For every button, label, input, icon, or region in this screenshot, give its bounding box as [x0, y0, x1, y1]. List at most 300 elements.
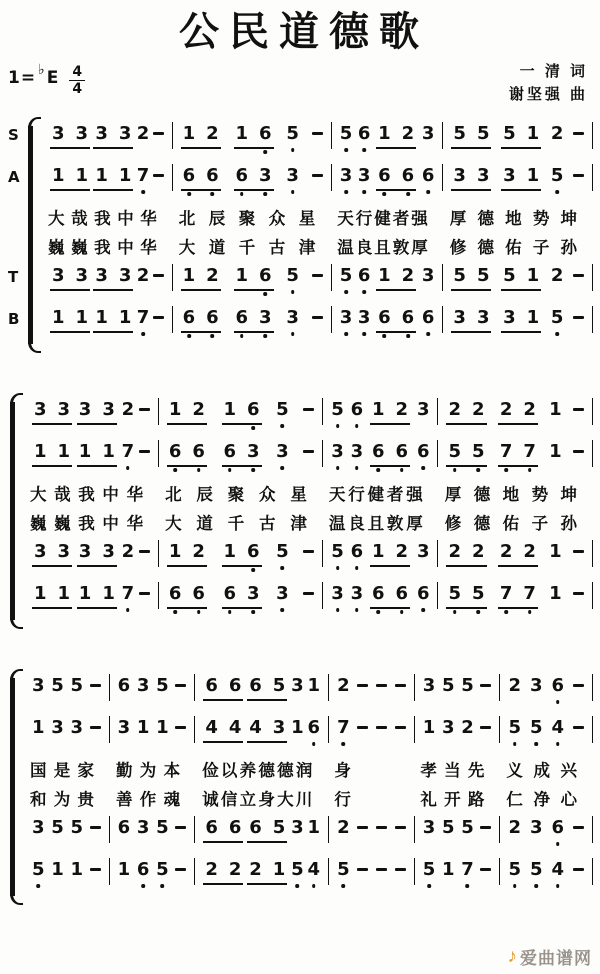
measure — [323, 540, 438, 567]
note: 1 — [117, 859, 131, 880]
note: 6 — [206, 164, 219, 187]
low-octave-dot — [281, 424, 285, 428]
note: 3 — [503, 165, 516, 186]
note: 6 — [169, 582, 182, 605]
measure — [24, 540, 159, 567]
note: 3 — [34, 541, 47, 562]
measure — [332, 164, 444, 191]
held-beat-dash — [153, 316, 164, 319]
note: 5 — [291, 858, 304, 881]
note: 2 — [337, 817, 350, 838]
held-beat-dash — [357, 684, 368, 687]
key-equals: = — [20, 68, 36, 88]
beam-group — [370, 440, 410, 467]
held-beat-dash — [573, 826, 584, 829]
lyric-text: 温良且敦厚 — [337, 239, 430, 257]
low-octave-dot — [528, 468, 532, 472]
note: 6 — [169, 440, 182, 463]
note: 1 — [235, 265, 249, 286]
note: 2 — [499, 399, 513, 420]
notation-systems — [0, 112, 600, 900]
note: 7 — [337, 716, 350, 739]
note: 6 — [228, 675, 242, 696]
held-beat-dash — [312, 132, 323, 135]
beam-group — [167, 582, 207, 609]
measure — [329, 674, 415, 701]
note: 2 — [461, 717, 474, 738]
held-beat-dash — [139, 592, 150, 595]
note: 6 — [308, 716, 321, 739]
measure — [438, 540, 593, 567]
note: 3 — [286, 306, 299, 329]
note: 1 — [118, 307, 132, 328]
note: 6 — [249, 675, 262, 696]
measure — [195, 716, 329, 743]
note: 3 — [272, 717, 286, 738]
note: 6 — [551, 674, 564, 697]
note: 5 — [530, 858, 543, 881]
note: 6 — [351, 540, 364, 563]
measure — [159, 440, 323, 467]
beam-group — [222, 582, 262, 609]
note: 3 — [32, 675, 45, 696]
note: 4 — [551, 716, 564, 739]
beam-group — [77, 398, 117, 425]
voice-row — [24, 540, 593, 582]
note: 6 — [396, 440, 409, 463]
lyric-text: 修德佑子孙 — [444, 515, 579, 533]
measure — [443, 122, 593, 149]
note: 5 — [448, 440, 461, 463]
note: 2 — [448, 399, 461, 420]
held-beat-dash — [90, 826, 101, 829]
measure — [24, 816, 110, 843]
note: 6 — [236, 164, 249, 187]
note: 6 — [205, 817, 218, 838]
low-octave-dot — [141, 332, 145, 336]
note: 1 — [291, 717, 304, 738]
note: 1 — [526, 265, 540, 286]
note: 6 — [396, 582, 409, 605]
note: 2 — [192, 541, 205, 562]
note: 3 — [421, 123, 435, 144]
low-octave-dot — [312, 884, 316, 888]
note: 3 — [102, 399, 115, 420]
low-octave-dot — [281, 466, 285, 470]
measure — [173, 306, 332, 333]
lyric-text: 身 — [334, 762, 353, 780]
beam-group — [167, 540, 207, 567]
note: 2 — [550, 265, 564, 286]
key-signature — [8, 60, 85, 96]
note: 3 — [291, 675, 304, 696]
measure — [42, 264, 173, 291]
note: 6 — [192, 440, 205, 463]
measure — [329, 716, 415, 743]
held-beat-dash — [376, 868, 387, 871]
beam-group — [446, 440, 486, 467]
measure — [323, 440, 438, 467]
held-beat-dash — [573, 316, 584, 319]
lyric-text: 巍巍我中华 — [30, 515, 146, 533]
lyric-text: 厚德地势坤 — [444, 486, 579, 504]
low-octave-dot — [556, 700, 560, 704]
system-bracket — [10, 402, 15, 620]
measure — [42, 164, 173, 191]
held-beat-dash — [357, 868, 368, 871]
note: 1 — [102, 441, 115, 462]
note: 6 — [417, 440, 430, 463]
held-beat-dash — [175, 868, 186, 871]
note: 5 — [551, 164, 564, 187]
watermark — [508, 944, 593, 969]
low-octave-dot — [344, 190, 348, 194]
note: 6 — [259, 122, 272, 145]
low-octave-dot — [126, 466, 130, 470]
note: 1 — [34, 441, 47, 462]
beam-group — [50, 122, 90, 149]
voice-row — [8, 306, 593, 348]
flat-accidental-icon: ♭ — [38, 62, 45, 78]
note: 2 — [508, 817, 521, 838]
low-octave-dot — [228, 610, 232, 614]
low-octave-dot — [336, 608, 340, 612]
lyrics-row — [24, 511, 593, 540]
part-label: T — [8, 268, 19, 286]
measure — [329, 858, 415, 885]
low-octave-dot — [426, 190, 430, 194]
beam-group — [167, 440, 207, 467]
note: 3 — [51, 717, 64, 738]
beam-group — [446, 582, 486, 609]
measure — [110, 816, 196, 843]
note: 1 — [156, 717, 169, 738]
note: 1 — [32, 717, 45, 738]
note: 3 — [351, 440, 364, 463]
note: 1 — [549, 441, 562, 462]
low-octave-dot — [376, 468, 380, 472]
note: 5 — [448, 582, 461, 605]
note: 6 — [417, 582, 430, 605]
beam-group — [93, 264, 133, 291]
note: 1 — [526, 307, 540, 328]
note: 5 — [70, 817, 83, 838]
beam-group — [222, 440, 262, 467]
note: 4 — [308, 858, 321, 881]
note: 2 — [401, 123, 415, 144]
low-octave-dot — [427, 884, 431, 888]
note: 3 — [529, 675, 543, 696]
note: 3 — [476, 307, 490, 328]
lyric-text: 温良且敦厚 — [328, 515, 425, 533]
low-octave-dot — [240, 334, 244, 338]
note: 2 — [206, 123, 219, 144]
measure — [24, 858, 110, 885]
low-octave-dot — [362, 148, 366, 152]
low-octave-dot — [336, 566, 340, 570]
note: 2 — [192, 399, 205, 420]
note: 6 — [358, 122, 371, 145]
note: 1 — [223, 541, 237, 562]
note: 2 — [206, 265, 219, 286]
note: 4 — [249, 717, 262, 738]
note: 5 — [276, 398, 289, 421]
note: 6 — [551, 816, 564, 839]
low-octave-dot — [528, 610, 532, 614]
voice-row — [24, 674, 593, 716]
note: 1 — [57, 583, 71, 604]
note: 5 — [340, 264, 353, 287]
lyrics-row — [24, 787, 593, 816]
held-beat-dash — [312, 316, 323, 319]
note: 6 — [206, 306, 219, 329]
measure — [110, 674, 196, 701]
beam-group — [32, 398, 72, 425]
measure — [332, 264, 444, 291]
note: 3 — [276, 440, 289, 463]
note: 3 — [416, 399, 430, 420]
low-octave-dot — [504, 468, 508, 472]
measure — [323, 582, 438, 609]
measure — [173, 264, 332, 291]
note: 6 — [228, 817, 242, 838]
note: 6 — [117, 675, 131, 696]
note: 1 — [168, 399, 182, 420]
note: 1 — [372, 541, 385, 562]
note: 1 — [549, 399, 562, 420]
system-bracket — [10, 678, 15, 896]
measure — [42, 306, 173, 333]
low-octave-dot — [342, 742, 346, 746]
note: 3 — [247, 582, 260, 605]
lyric-text: 修德佑子孙 — [449, 239, 579, 257]
beam-group — [370, 398, 410, 425]
note: 3 — [291, 817, 304, 838]
note: 1 — [549, 583, 562, 604]
note: 1 — [78, 583, 92, 604]
beam-group — [451, 164, 491, 191]
lyric-text: 大道千古津 — [165, 515, 309, 533]
note: 6 — [422, 306, 435, 329]
low-octave-dot — [281, 608, 285, 612]
held-beat-dash — [395, 868, 406, 871]
note: 3 — [331, 440, 344, 463]
beam-group — [32, 440, 72, 467]
note: 3 — [75, 123, 89, 144]
note: 6 — [236, 306, 249, 329]
held-beat-dash — [153, 174, 164, 177]
measure — [415, 816, 501, 843]
lyrics-row — [42, 235, 593, 264]
low-octave-dot — [336, 466, 340, 470]
low-octave-dot — [281, 566, 285, 570]
beam-group — [234, 164, 274, 191]
low-octave-dot — [291, 290, 295, 294]
held-beat-dash — [303, 550, 314, 553]
note: 5 — [340, 122, 353, 145]
held-beat-dash — [312, 274, 323, 277]
held-beat-dash — [303, 450, 314, 453]
key-letter: E — [46, 68, 59, 88]
low-octave-dot — [126, 608, 130, 612]
measure — [24, 716, 110, 743]
beam-group — [247, 674, 287, 701]
lyrics-row — [24, 758, 593, 787]
beam-group — [32, 540, 72, 567]
measure — [195, 674, 329, 701]
part-label: A — [8, 168, 20, 186]
held-beat-dash — [312, 174, 323, 177]
low-octave-dot — [453, 468, 457, 472]
held-beat-dash — [395, 726, 406, 729]
low-octave-dot — [556, 742, 560, 746]
beam-group — [50, 306, 90, 333]
beam-group — [247, 816, 287, 843]
low-octave-dot — [476, 468, 480, 472]
measure — [500, 716, 593, 743]
beam-group — [181, 306, 221, 333]
beam-group — [498, 398, 538, 425]
meta-row — [0, 58, 600, 112]
note: 2 — [401, 265, 415, 286]
low-octave-dot — [252, 426, 256, 430]
voice-row — [8, 122, 593, 164]
note: 3 — [118, 123, 132, 144]
low-octave-dot — [240, 192, 244, 196]
beam-group — [501, 122, 541, 149]
note: 6 — [192, 582, 205, 605]
note: 6 — [351, 398, 364, 421]
note: 6 — [247, 398, 260, 421]
note: 1 — [422, 717, 436, 738]
low-octave-dot — [555, 332, 559, 336]
held-beat-dash — [376, 684, 387, 687]
low-octave-dot — [141, 190, 145, 194]
low-octave-dot — [513, 742, 517, 746]
held-beat-dash — [480, 684, 491, 687]
beam-group — [93, 164, 133, 191]
note: 1 — [549, 541, 562, 562]
lyric-text: 诚信立身大川 — [202, 791, 315, 809]
beam-group — [77, 582, 117, 609]
note: 2 — [472, 399, 485, 420]
low-octave-dot — [187, 334, 191, 338]
beam-group — [498, 540, 538, 567]
beam-group — [234, 306, 274, 333]
lyric-text: 大哉我中华 — [48, 210, 159, 228]
note: 3 — [529, 817, 543, 838]
note: 5 — [331, 540, 344, 563]
note: 3 — [421, 265, 435, 286]
note: 3 — [441, 717, 455, 738]
held-beat-dash — [376, 826, 387, 829]
note: 5 — [476, 265, 490, 286]
note: 5 — [503, 123, 516, 144]
beam-group — [501, 306, 541, 333]
voice-row — [24, 716, 593, 758]
note: 5 — [472, 582, 485, 605]
measure — [323, 398, 438, 425]
voice-row — [8, 264, 593, 306]
note: 1 — [118, 165, 132, 186]
system — [8, 674, 593, 900]
note: 7 — [500, 582, 513, 605]
note: 6 — [247, 540, 260, 563]
note: 3 — [340, 164, 353, 187]
lyric-text: 天行健者强 — [328, 486, 425, 504]
note: 3 — [351, 582, 364, 605]
low-octave-dot — [421, 466, 425, 470]
system — [8, 398, 593, 624]
note: 2 — [523, 399, 536, 420]
beam-group — [370, 582, 410, 609]
beam-group — [498, 440, 538, 467]
lyric-text: 仁净心 — [506, 791, 579, 809]
note: 5 — [508, 716, 521, 739]
beam-group — [376, 164, 416, 191]
beam-group — [167, 398, 207, 425]
note: 3 — [32, 817, 45, 838]
note: 1 — [223, 399, 237, 420]
beam-group — [376, 306, 416, 333]
low-octave-dot — [342, 884, 346, 888]
note: 5 — [286, 264, 299, 287]
note: 3 — [95, 265, 108, 286]
note: 3 — [276, 582, 289, 605]
note: 1 — [441, 859, 455, 880]
note: 2 — [395, 541, 409, 562]
note: 3 — [286, 164, 299, 187]
lyric-text: 义成兴 — [506, 762, 579, 780]
beam-group — [77, 540, 117, 567]
note: 7 — [461, 858, 474, 881]
measure — [195, 858, 329, 885]
note: 5 — [156, 858, 169, 881]
note: 1 — [272, 859, 286, 880]
low-octave-dot — [555, 190, 559, 194]
low-octave-dot — [344, 332, 348, 336]
note: 3 — [95, 123, 108, 144]
note: 3 — [75, 265, 89, 286]
low-octave-dot — [383, 334, 387, 338]
beam-group — [376, 264, 416, 291]
measure — [415, 858, 501, 885]
note: 5 — [32, 858, 45, 881]
note: 7 — [500, 440, 513, 463]
low-octave-dot — [355, 424, 359, 428]
low-octave-dot — [421, 608, 425, 612]
measure — [173, 164, 332, 191]
beam-group — [222, 540, 262, 567]
beam-group — [451, 122, 491, 149]
note: 1 — [102, 583, 115, 604]
lyric-text: 天行健者强 — [337, 210, 430, 228]
song-title: 公民道德歌 — [179, 9, 429, 55]
low-octave-dot — [36, 884, 40, 888]
low-octave-dot — [291, 148, 295, 152]
beam-group — [203, 816, 243, 843]
measure — [443, 306, 593, 333]
note: 2 — [136, 123, 150, 144]
held-beat-dash — [480, 868, 491, 871]
note: 5 — [51, 817, 64, 838]
note: 5 — [276, 540, 289, 563]
note: 5 — [272, 817, 286, 838]
low-octave-dot — [296, 884, 300, 888]
lyric-text: 勤为本 — [116, 762, 183, 780]
held-beat-dash — [153, 132, 164, 135]
held-beat-dash — [175, 826, 186, 829]
